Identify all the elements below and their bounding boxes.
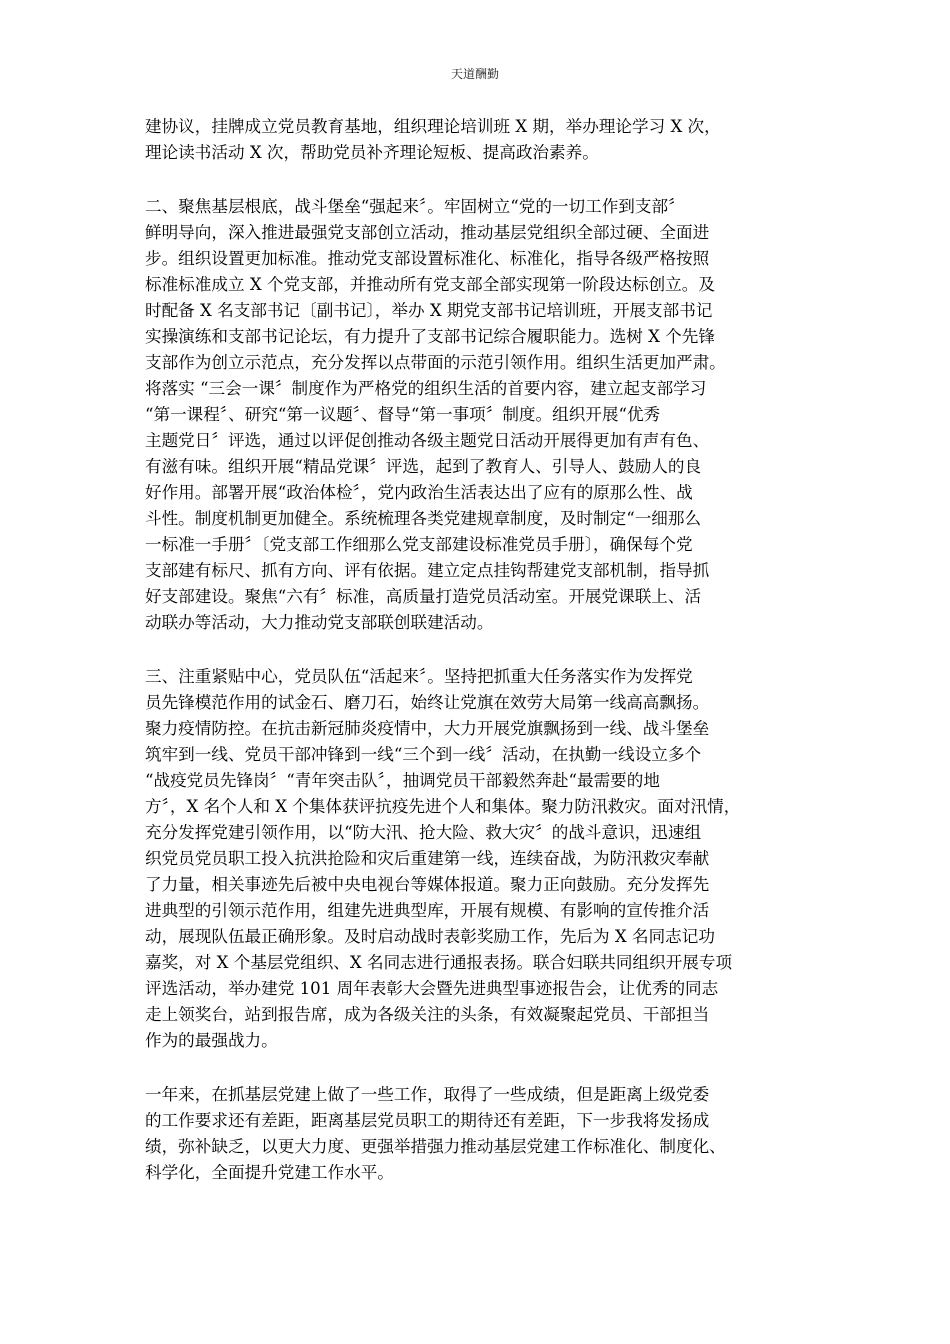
paragraph-line: 动，展现队伍最正确形象。及时启动战时表彰奖励工作，先后为 X 名同志记功 bbox=[145, 927, 715, 946]
page-header: 天道酬勤 bbox=[450, 67, 499, 81]
paragraph-2 bbox=[145, 194, 817, 636]
paragraph-line: 时配备 X 名支部书记〔副书记〕，举办 X 期党支部书记培训班，开展支部书记 bbox=[145, 301, 713, 320]
paragraph-line: “第一课程〞、研究“第一议题〞、督导“第一事项〞制度。组织开展“优秀 bbox=[145, 405, 661, 424]
paragraph-line: 标准标准成立 X 个党支部，并推动所有党支部全部实现第一阶段达标创立。及 bbox=[145, 275, 715, 294]
paragraph-line: 员先锋模范作用的试金石、磨刀石，始终让党旗在效劳大局第一线高高飘扬。 bbox=[145, 693, 710, 712]
paragraph-line: 了力量，相关事迹先后被中央电视台等媒体报道。聚力正向鼓励。充分发挥先 bbox=[145, 875, 710, 894]
paragraph-line: 鲜明导向，深入推进最强党支部创立活动，推动基层党组织全部过硬、全面进 bbox=[145, 223, 710, 242]
paragraph-line: 好支部建设。聚焦“六有〞标准，高质量打造党员活动室。开展党课联上、活 bbox=[145, 587, 702, 606]
paragraph-line: 一标准一手册〞〔党支部工作细那么党支部建设标准党员手册〕，确保每个党 bbox=[145, 535, 693, 554]
paragraph-line: 绩，弥补缺乏，以更大力度、更强举措强力推动基层党建工作标准化、制度化、 bbox=[145, 1137, 726, 1156]
paragraph-line: 一年来，在抓基层党建上做了一些工作，取得了一些成绩，但是距离上级党委 bbox=[145, 1085, 710, 1104]
paragraph-line: 主题党日〞评选，通过以评促创推动各级主题党日活动开展得更加有声有色、 bbox=[145, 431, 710, 450]
paragraph-line: 进典型的引领示范作用，组建先进典型库，开展有规模、有影响的宣传推介活 bbox=[145, 901, 710, 920]
document-body bbox=[145, 114, 817, 1214]
paragraph-line: 的工作要求还有差距，距离基层党员职工的期待还有差距，下一步我将发扬成 bbox=[145, 1111, 710, 1130]
paragraph-line: 作为的最强战力。 bbox=[145, 1031, 278, 1050]
paragraph-line: 充分发挥党建引领作用，以“防大汛、抢大险、救大灾〞的战斗意识，迅速组 bbox=[145, 823, 702, 842]
paragraph-line: 斗性。制度机制更加健全。系统梳理各类党建规章制度，及时制定“一细那么 bbox=[145, 509, 702, 528]
paragraph-line: 步。组织设置更加标准。推动党支部设置标准化、标准化，指导各级严格按照 bbox=[145, 249, 710, 268]
paragraph-line: 二、聚焦基层根底，战斗堡垒“强起来〞。牢固树立“党的一切工作到支部〞 bbox=[145, 197, 685, 216]
paragraph-line: 科学化，全面提升党建工作水平。 bbox=[145, 1163, 394, 1182]
paragraph-line: 评选活动，举办建党 101 周年表彰大会暨先进典型事迹报告会，让优秀的同志 bbox=[145, 979, 719, 998]
paragraph-line: 聚力疫情防控。在抗击新冠肺炎疫情中，大力开展党旗飘扬到一线、战斗堡垒 bbox=[145, 719, 710, 738]
paragraph-3 bbox=[145, 664, 817, 1054]
paragraph-line: 建协议，挂牌成立党员教育基地，组织理论培训班 X 期，举办理论学习 X 次， bbox=[145, 117, 721, 136]
paragraph-line: 将落实 “三会一课〞制度作为严格党的组织生活的首要内容，建立起支部学习 bbox=[145, 379, 707, 398]
paragraph-1 bbox=[145, 114, 817, 166]
paragraph-line: 有滋有味。组织开展“精品党课〞评选，起到了教育人、引导人、鼓励人的良 bbox=[145, 457, 702, 476]
paragraph-line: 筑牢到一线、党员干部冲锋到一线“三个到一线〞活动，在执勤一线设立多个 bbox=[145, 745, 702, 764]
paragraph-line: 织党员党员职工投入抗洪抢险和灾后重建第一线，连续奋战，为防汛救灾奉献 bbox=[145, 849, 710, 868]
paragraph-line: 支部作为创立示范点，充分发挥以点带面的示范引领作用。组织生活更加严肃。 bbox=[145, 353, 726, 372]
paragraph-line: 方〞，X 名个人和 X 个集体获评抗疫先进个人和集体。聚力防汛救灾。面对汛情， bbox=[145, 797, 741, 816]
paragraph-line: 嘉奖，对 X 个基层党组织、X 名同志进行通报表扬。联合妇联共同组织开展专项 bbox=[145, 953, 733, 972]
paragraph-line: 实操演练和支部书记论坛，有力提升了支部书记综合履职能力。选树 X 个先锋 bbox=[145, 327, 715, 346]
paragraph-4 bbox=[145, 1082, 817, 1186]
paragraph-line: 走上领奖台，站到报告席，成为各级关注的头条，有效凝聚起党员、干部担当 bbox=[145, 1005, 710, 1024]
paragraph-line: 好作用。部署开展“政治体检〞，党内政治生活表达出了应有的原那么性、战 bbox=[145, 483, 693, 502]
paragraph-line: 三、注重紧贴中心，党员队伍“活起来〞。坚持把抓重大任务落实作为发挥党 bbox=[145, 667, 693, 686]
paragraph-line: 动联办等活动，大力推动党支部联创联建活动。 bbox=[145, 613, 494, 632]
paragraph-line: 支部建有标尺、抓有方向、评有依据。建立定点挂钩帮建党支部机制，指导抓 bbox=[145, 561, 710, 580]
paragraph-line: 理论读书活动 X 次，帮助党员补齐理论短板、提高政治素养。 bbox=[145, 143, 599, 162]
paragraph-line: “战疫党员先锋岗〞“青年突击队〞，抽调党员干部毅然奔赴“最需要的地 bbox=[145, 771, 660, 790]
